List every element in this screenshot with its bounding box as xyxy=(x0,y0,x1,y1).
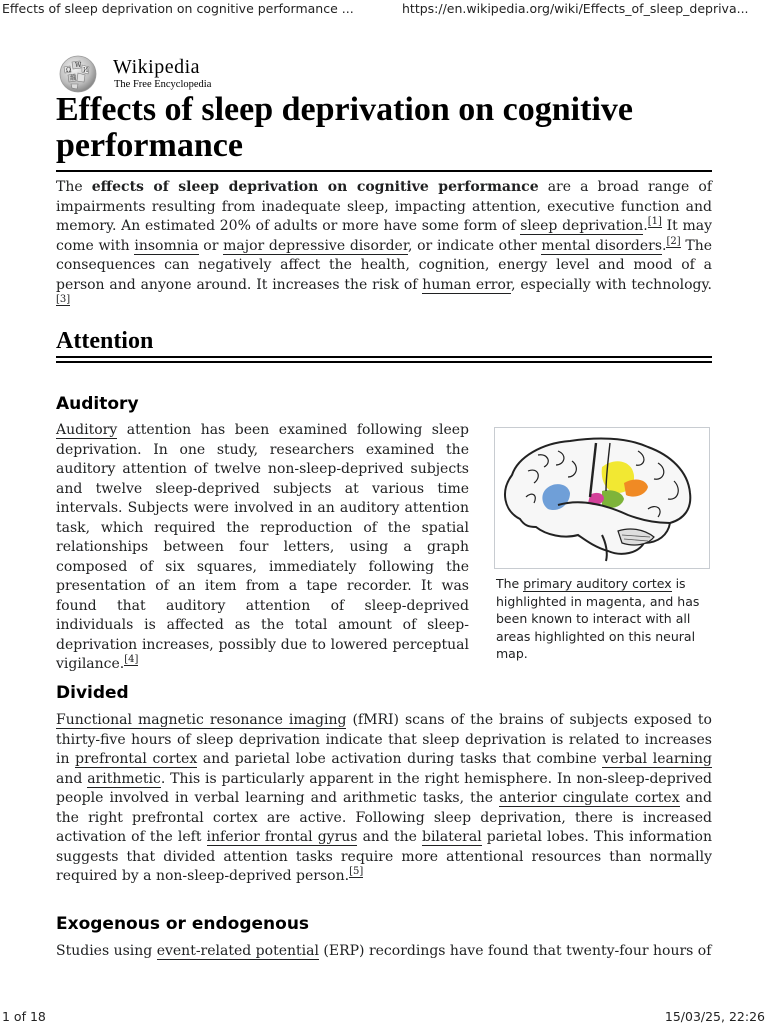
print-header-url: https://en.wikipedia.org/wiki/Effects_of_sleep_depriva... xyxy=(402,1,749,16)
link-mental-disorders[interactable]: mental disorders xyxy=(541,237,663,254)
link-primary-auditory-cortex[interactable]: primary auditory cortex xyxy=(523,576,672,591)
section-heading-attention: Attention xyxy=(56,328,154,354)
wikipedia-tagline: The Free Encyclopedia xyxy=(114,79,212,90)
link-anterior-cingulate-cortex[interactable]: anterior cingulate cortex xyxy=(499,790,680,806)
print-footer-page-number: 1 of 18 xyxy=(2,1009,46,1024)
intro-bold-term: effects of sleep deprivation on cognitive performance xyxy=(91,179,539,195)
link-inferior-frontal-gyrus[interactable]: inferior frontal gyrus xyxy=(206,829,358,845)
link-arithmetic[interactable]: arithmetic xyxy=(87,770,161,787)
wikipedia-wordmark: Wikipedia xyxy=(113,56,200,78)
divided-paragraph: Functional magnetic resonance imaging (fMRI) scans of the brains of subjects exposed to thirty-five hours of sleep deprivation indicate that sleep deprivation is related to increases in prefrontal cortex and parietal lobe activation during tasks that combine verbal learning and arithmetic. This is particularly apparent in the right hemisphere. In non-sleep-deprived people involved in verbal learning and arithmetic tasks, the anterior cingulate cortex and the right prefrontal cortex are active. Following sleep deprivation, there is increased activation of the left inferior frontal gyrus and the bilateral parietal lobes. This information suggests that divided attention tasks require more attentional resources than normally required by a non-sleep-deprived person.[5] xyxy=(56,712,713,884)
subheading-exogenous-or-endogenous: Exogenous or endogenous xyxy=(56,914,310,934)
subheading-divided: Divided xyxy=(56,683,129,703)
brain-diagram xyxy=(498,431,704,563)
ref-5[interactable]: [5] xyxy=(349,866,364,878)
subheading-auditory: Auditory xyxy=(56,394,139,414)
ref-2[interactable]: [2] xyxy=(666,235,681,247)
link-fmri[interactable]: Functional magnetic resonance imaging xyxy=(56,712,347,728)
svg-text:W: W xyxy=(75,62,82,69)
link-bilateral[interactable]: bilateral xyxy=(421,829,482,845)
exogenous-paragraph: Studies using event-related potential (ERP) recordings have found that twenty-four hours of xyxy=(56,943,712,959)
print-footer-date: 15/03/25, 22:26 xyxy=(664,1009,765,1024)
print-footer xyxy=(0,1006,768,1024)
print-header xyxy=(0,0,768,22)
svg-text:維: 維 xyxy=(70,75,77,82)
ref-4[interactable]: [4] xyxy=(124,654,139,666)
title-divider xyxy=(56,170,712,172)
link-human-error[interactable]: human error xyxy=(422,276,512,293)
svg-text:И: И xyxy=(83,67,89,74)
svg-text:Ω: Ω xyxy=(66,67,71,74)
wikipedia-globe-icon xyxy=(56,53,100,93)
link-auditory[interactable]: Auditory xyxy=(56,422,118,438)
link-prefrontal-cortex[interactable]: prefrontal cortex xyxy=(75,751,198,767)
ref-1[interactable]: [1] xyxy=(647,216,662,228)
figure-caption: The primary auditory cortex is highlighted in magenta, and has been known to interact with all areas highlighted on this neural map. xyxy=(496,576,700,661)
intro-paragraph: The effects of sleep deprivation on cognitive performance are a broad range of impairments resulting from inadequate sleep, impacting attention, executive function and memory. An estimated 20% of adults or more have some form of sleep deprivation.[1] It may come with insomnia or major depressive disorder, or indicate other mental disorders.[2] The consequences can negatively affect the health, cognition, energy level and mood of a person and anyone around. It increases the risk of human error, especially with technology.[3] xyxy=(56,179,713,306)
print-header-title: Effects of sleep deprivation on cognitive performance ... xyxy=(2,1,354,16)
link-sleep-deprivation[interactable]: sleep deprivation xyxy=(520,218,644,234)
wikipedia-logo[interactable] xyxy=(56,52,256,96)
page-title: Effects of sleep deprivation on cognitive performance xyxy=(56,91,633,164)
link-major-depressive-disorder[interactable]: major depressive disorder xyxy=(223,237,408,254)
brain-figure[interactable] xyxy=(494,427,710,569)
section-divider xyxy=(56,356,712,358)
auditory-paragraph: Auditory attention has been examined following sleep deprivation. In one study, researchers examined the auditory attention of twelve non-sleep-deprived subjects and twelve sleep-deprived subjects at various time intervals. Subjects were involved in an auditory attention task, which required the reproduction of the spatial relationships between four letters, using a graph composed of six squares, immediately following the presentation of an item from a tape recorder. It was found that auditory attention of sleep-deprived individuals is affected as the total amount of sleep-deprivation increases, possibly due to lowered perceptual vigilance.[4] xyxy=(56,422,469,672)
link-verbal-learning[interactable]: verbal learning xyxy=(602,751,713,767)
link-insomnia[interactable]: insomnia xyxy=(134,237,199,254)
link-event-related-potential[interactable]: event-related potential xyxy=(156,943,319,959)
ref-3[interactable]: [3] xyxy=(56,294,71,306)
section-divider-inner xyxy=(56,361,712,363)
